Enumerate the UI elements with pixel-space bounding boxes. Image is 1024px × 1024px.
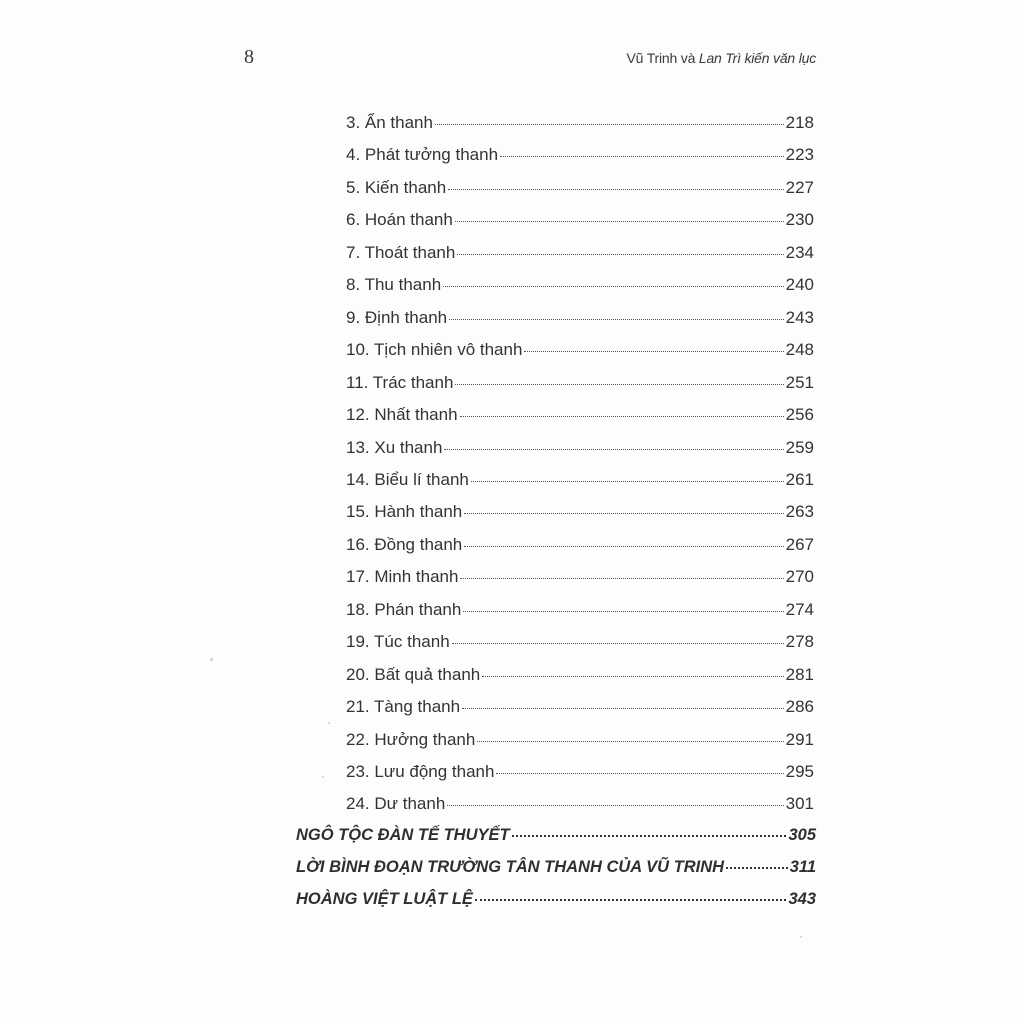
toc-entry-page: 274: [785, 599, 814, 619]
dot-leader: [500, 156, 784, 157]
toc-entry-page: 251: [785, 372, 814, 392]
toc-entry-page: 227: [785, 177, 814, 197]
toc-sub-entry: [346, 340, 814, 360]
dot-leader: [464, 546, 783, 547]
dot-leader: [512, 835, 787, 837]
toc-entry-title: HOÀNG VIỆT LUẬT LỆ: [296, 890, 473, 909]
toc-entry-title: 24. Dư thanh: [346, 794, 446, 814]
toc-entry-page: 243: [785, 307, 814, 327]
dot-leader: [448, 189, 783, 190]
toc-entry-title: 6. Hoán thanh: [346, 210, 453, 230]
dot-leader: [463, 611, 783, 612]
dot-leader: [471, 481, 784, 482]
toc-sub-entry: [346, 632, 814, 652]
toc-entry-title: 19. Túc thanh: [346, 632, 450, 652]
dot-leader: [464, 513, 783, 514]
toc-sub-entry: [346, 145, 814, 165]
toc-entry-page: 291: [785, 729, 814, 749]
toc-entry-title: 11. Trác thanh: [346, 372, 454, 392]
toc-entry-page: 234: [785, 242, 814, 262]
toc-sub-entry: [346, 665, 814, 685]
toc-entry-page: 259: [785, 437, 814, 457]
toc-entry-title: 16. Đồng thanh: [346, 534, 463, 554]
toc-sub-entry: [346, 178, 814, 198]
toc-entry-page: 218: [785, 113, 814, 132]
toc-entry-title: 20. Bất quả thanh: [346, 664, 481, 684]
toc-entry-page: 230: [785, 210, 814, 230]
toc-main-entry: [296, 826, 816, 845]
toc-entry-page: 301: [785, 794, 814, 814]
toc-entry-title: NGÔ TỘC ĐÀN TẾ THUYẾT: [296, 826, 510, 844]
dot-leader: [444, 449, 783, 450]
toc-main-entry: [296, 890, 816, 909]
toc-entry-title: 17. Minh thanh: [346, 567, 459, 587]
toc-sub-entry: [346, 113, 814, 133]
dot-leader: [496, 773, 783, 774]
toc-sub-entry: [346, 470, 814, 490]
toc-main-entry: [296, 858, 816, 877]
dot-leader: [524, 351, 783, 352]
toc-entry-page: 256: [785, 405, 814, 425]
toc-entry-title: 4. Phát tưởng thanh: [346, 145, 499, 165]
paper-speck: [322, 776, 324, 778]
dot-leader: [449, 319, 783, 320]
toc-entry-title: 21. Tàng thanh: [346, 697, 461, 717]
page-number: 8: [244, 46, 254, 68]
toc-entry-page: 305: [788, 826, 816, 844]
toc-entry-page: 263: [785, 502, 814, 522]
toc-entry-title: 8. Thu thanh: [346, 275, 442, 295]
toc-sub-entry: [346, 567, 814, 587]
dot-leader: [457, 254, 783, 255]
toc-entry-page: 248: [785, 340, 814, 360]
dot-leader: [462, 708, 784, 709]
dot-leader: [435, 124, 784, 125]
toc-sub-entry: [346, 243, 814, 263]
toc-entry-title: 23. Lưu động thanh: [346, 762, 495, 781]
dot-leader: [455, 221, 784, 222]
toc-entry-title: 10. Tịch nhiên vô thanh: [346, 340, 523, 360]
toc-entry-title: 9. Định thanh: [346, 307, 448, 327]
toc-entry-title: 13. Xu thanh: [346, 437, 443, 457]
dot-leader: [455, 384, 783, 385]
toc-sub-entry: [346, 794, 814, 814]
dot-leader: [443, 286, 783, 287]
running-header-italic: Lan Trì kiến văn lục: [698, 50, 816, 66]
toc-entry-title: 3. Ẩn thanh: [346, 113, 433, 132]
toc-sub-entry: [346, 373, 814, 393]
running-header: [627, 50, 816, 66]
toc-entry-title: 12. Nhất thanh: [346, 405, 458, 425]
dot-leader: [460, 578, 783, 579]
toc-sub-entry: [346, 438, 814, 458]
toc-entry-title: 14. Biểu lí thanh: [346, 469, 469, 489]
toc-sub-entry: [346, 405, 814, 425]
toc-entry-page: 281: [785, 664, 814, 684]
toc-entry-page: 270: [785, 567, 814, 587]
dot-leader: [452, 643, 784, 644]
toc-sub-entry: [346, 535, 814, 555]
dot-leader: [460, 416, 784, 417]
toc-entry-page: 261: [785, 469, 814, 489]
toc-entry-title: LỜI BÌNH ĐOẠN TRƯỜNG TÂN THANH CỦA VŨ TRINH: [296, 858, 725, 877]
toc-entry-page: 343: [788, 890, 816, 909]
toc-entry-page: 267: [785, 534, 814, 554]
toc-entry-title: 5. Kiến thanh: [346, 177, 447, 197]
toc-sub-entry: [346, 697, 814, 717]
dot-leader: [726, 867, 788, 869]
dot-leader: [447, 805, 783, 806]
toc-sub-entry: [346, 600, 814, 620]
running-header-plain: Vũ Trinh và: [626, 50, 699, 66]
toc-entry-title: 15. Hành thanh: [346, 502, 463, 522]
dot-leader: [482, 676, 783, 677]
toc-sub-entry: [346, 502, 814, 522]
toc-sub-entry: [346, 210, 814, 230]
toc-entry-page: 240: [785, 275, 814, 295]
toc-entry-title: 7. Thoát thanh: [346, 242, 456, 262]
paper-speck: [210, 658, 213, 661]
toc-entry-title: 22. Hưởng thanh: [346, 729, 476, 749]
toc-sub-entry: [346, 730, 814, 750]
toc-entry-title: 18. Phán thanh: [346, 599, 462, 619]
paper-speck: [800, 936, 802, 938]
dot-leader: [475, 899, 787, 901]
toc-entry-page: 223: [785, 145, 814, 165]
toc-entry-page: 286: [785, 697, 814, 717]
toc-sub-entry: [346, 275, 814, 295]
toc-entry-page: 311: [789, 858, 816, 877]
toc-entry-page: 278: [785, 632, 814, 652]
toc-sub-entry: [346, 762, 814, 782]
dot-leader: [477, 741, 783, 742]
toc-entry-page: 295: [785, 762, 814, 781]
toc-sub-entry: [346, 308, 814, 328]
paper-speck: [328, 722, 330, 724]
